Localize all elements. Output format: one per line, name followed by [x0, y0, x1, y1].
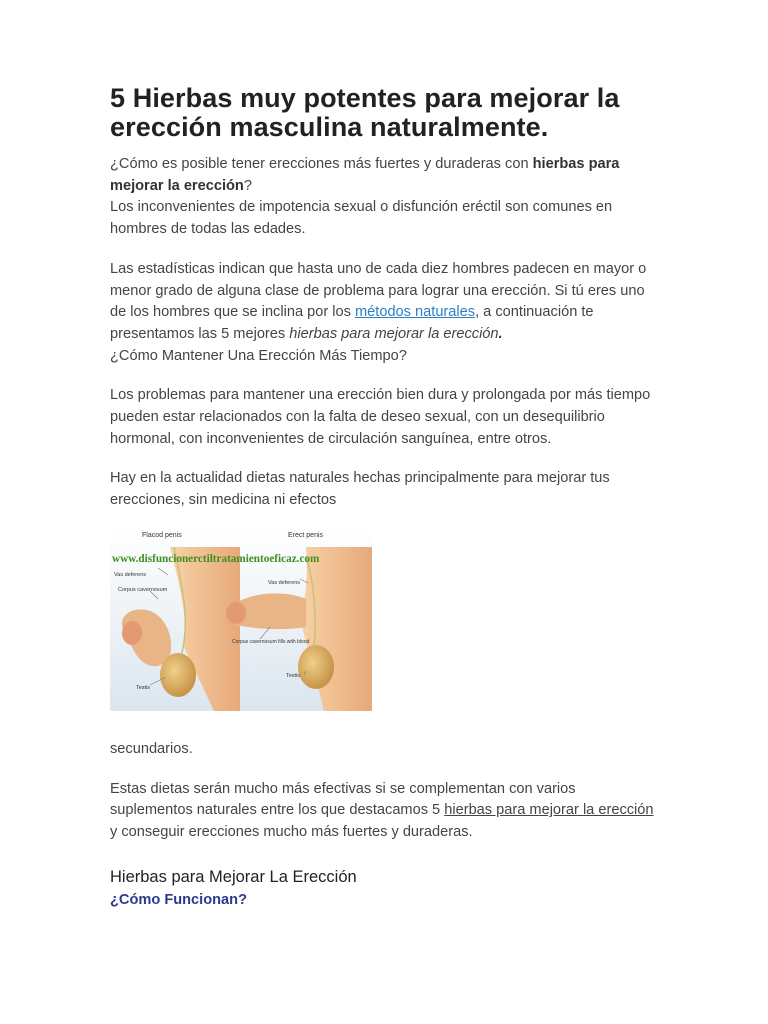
- stats-text2: , a continuación te presentamos las 5 mejores: [110, 304, 594, 342]
- stats-period: .: [498, 325, 503, 342]
- figure-label-testis-left: Testis: [136, 684, 151, 691]
- figure-label-corpus-left: Corpus cavernosum: [118, 586, 168, 593]
- supplements-text1: Estas dietas serán mucho más efectivas si se complementan con varios suplementos naturales entre los que destacamos 5: [110, 780, 576, 819]
- supplements-paragraph: [110, 779, 658, 844]
- figure-label-testis-right: Testis: [286, 672, 301, 679]
- intro-paragraph: [110, 154, 658, 241]
- section-heading: Hierbas para Mejorar La Erección: [110, 867, 357, 886]
- natural-methods-link[interactable]: métodos naturales: [355, 304, 476, 321]
- intro-question-bold: hierbas para mejorar la erección: [110, 156, 620, 194]
- stats-question: ¿Cómo Mantener Una Erección Más Tiempo?: [110, 347, 407, 364]
- anatomy-illustration: [110, 527, 372, 711]
- figure-right-title: Erect penis: [288, 531, 324, 539]
- figure-label-corpus-right: Corpus cavernosum fills with blood: [232, 638, 310, 645]
- figure-label-vas-right: Vas deferens: [268, 579, 301, 586]
- problems-paragraph: Los problemas para mantener una erección bien dura y prolongada por más tiempo pueden estar relacionados con la falta de deseo sexual, con un desequilibrio hormonal, con inconvenientes de circulación sanguínea, entre otros.: [110, 387, 651, 447]
- intro-question-suffix: ?: [243, 177, 252, 194]
- section-subheading: ¿Cómo Funcionan?: [110, 891, 248, 908]
- herbs-link[interactable]: hierbas para mejorar la erección: [444, 802, 654, 819]
- stats-text1: Las estadísticas indican que hasta uno de cada diez hombres padecen en mayor o menor grado de alguna clase de problema para lograr una erección. Si tú eres uno de los hombres que se inclina por los: [110, 260, 647, 321]
- figure-label-vas-left: Vas deferens: [114, 571, 147, 578]
- secundarios-text: secundarios.: [110, 740, 193, 757]
- supplements-text2: y conseguir erecciones mucho más fuertes y duraderas.: [110, 823, 473, 840]
- article-title: 5 Hierbas muy potentes para mejorar la erección masculina naturalmente.: [110, 83, 620, 142]
- intro-line2: Los inconvenientes de impotencia sexual o disfunción eréctil son comunes en hombres de todas las edades.: [110, 199, 613, 238]
- article: [110, 84, 658, 910]
- intro-question-prefix: ¿Cómo es posible tener erecciones más fuertes y duraderas con: [110, 156, 533, 172]
- diets-paragraph: Hay en la actualidad dietas naturales hechas principalmente para mejorar tus erecciones, sin medicina ni efectos: [110, 470, 610, 509]
- figure-left-title: Flacod penis: [142, 531, 182, 539]
- stats-paragraph: [110, 259, 658, 368]
- stats-italic: hierbas para mejorar la erección: [289, 325, 499, 342]
- figure-watermark: www.disfuncionerctiltratamientoeficaz.com: [112, 552, 320, 565]
